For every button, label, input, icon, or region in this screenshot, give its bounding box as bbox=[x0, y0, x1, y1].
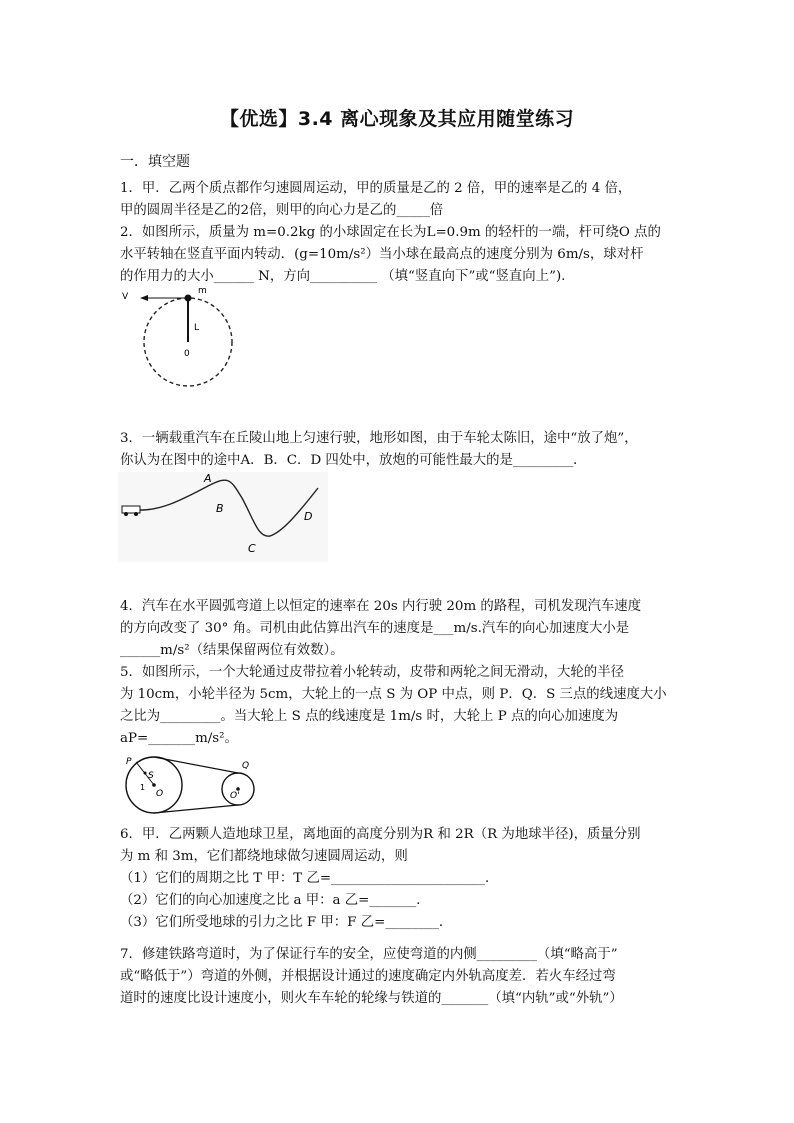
page-title: 【优选】3.4 离心现象及其应用随堂练习 bbox=[219, 108, 575, 130]
label-A: A bbox=[204, 472, 212, 485]
label-B: B bbox=[216, 502, 224, 515]
question-line: 为 10cm，小轮半径为 5cm，大轮上的一点 S 为 OP 中点，则 P．Q．S 三点的线速度大小 bbox=[120, 687, 667, 702]
label-D: D bbox=[304, 510, 313, 523]
question-1 bbox=[120, 178, 695, 222]
belt-bottom bbox=[154, 805, 238, 813]
label-Q: Q bbox=[242, 761, 250, 771]
question-5 bbox=[120, 662, 695, 750]
question-line: 的作用力的大小______ N，方向__________ （填“竖直向下”或“竖直向上”). bbox=[120, 269, 566, 284]
wheel-icon bbox=[124, 512, 128, 516]
hill-road-figure bbox=[118, 472, 328, 562]
label-C: C bbox=[248, 542, 256, 555]
question-3 bbox=[120, 428, 695, 472]
question-line: 4．汽车在水平圆弧弯道上以恒定的速率在 20s 内行驶 20m 的路程，司机发现汽车速度 bbox=[120, 599, 642, 614]
truck-icon bbox=[122, 506, 140, 513]
section-heading: 一．填空题 bbox=[120, 154, 190, 170]
question-line: ______m/s²（结果保留两位有效数）。 bbox=[120, 643, 344, 658]
question-line: （2）它们的向心加速度之比 a 甲：a 乙=_______． bbox=[120, 893, 430, 908]
label-o: 0 bbox=[184, 349, 190, 359]
question-line: 3．一辆载重汽车在丘陵山地上匀速行驶，地形如图，由于车轮太陈旧，途中“放了炮”， bbox=[120, 431, 638, 446]
question-line: 5．如图所示，一个大轮通过皮带拉着小轮转动，皮带和两轮之间无滑动，大轮的半径 bbox=[120, 665, 624, 680]
question-line: 6．甲．乙两颗人造地球卫星，离地面的高度分别为R 和 2R（R 为地球半径)，质量分别 bbox=[120, 827, 641, 842]
question-line: 之比为_________。当大轮上 S 点的线速度是 1m/s 时，大轮上 P 点的向心加速度为 bbox=[120, 709, 619, 724]
question-line: 的方向改变了 30° 角。司机由此估算出汽车的速度是___m/s.汽车的向心加速度大小是 bbox=[120, 621, 630, 636]
question-line: 你认为在图中的途中A．B．C．D 四处中，放炮的可能性最大的是_________． bbox=[120, 453, 587, 468]
wheel-icon bbox=[134, 512, 138, 516]
label-1: 1 bbox=[140, 783, 146, 792]
question-2 bbox=[120, 222, 695, 288]
question-line: 7．修建铁路弯道时，为了保证行车的安全，应使弯道的内侧_________（填“略高于” bbox=[120, 947, 618, 962]
question-line: 道时的速度比设计速度小，则火车车轮的轮缘与铁道的_______（填“内轨”或“外轨”） bbox=[120, 991, 623, 1006]
rod-circle-figure bbox=[118, 284, 248, 394]
arrow-head-icon bbox=[140, 295, 148, 301]
center-O bbox=[152, 783, 156, 787]
question-line: （1）它们的周期之比 T 甲：T 乙=_______________________． bbox=[120, 871, 499, 886]
question-4 bbox=[120, 596, 695, 662]
question-line: 2．如图所示，质量为 m=0.2kg 的小球固定在长为L=0.9m 的轻杆的一端，杆可绕O 点的 bbox=[120, 225, 661, 240]
question-line: 1．甲．乙两个质点都作匀速圆周运动，甲的质量是乙的 2 倍，甲的速率是乙的 4 倍， bbox=[120, 181, 632, 196]
belt-top bbox=[154, 757, 238, 773]
label-P: P bbox=[126, 757, 132, 767]
question-line: 或“略低于”）弯道的外侧，并根据设计通过的速度确定内外轨高度差．若火车经过弯 bbox=[120, 969, 616, 984]
label-L: L bbox=[194, 323, 200, 333]
point-S bbox=[144, 772, 147, 775]
question-line: 水平转轴在竖直平面内转动．(g=10m/s²）当小球在最高点的速度分别为 6m/s，球对杆 bbox=[120, 247, 644, 262]
question-line: 甲的圆周半径是乙的2倍，则甲的向心力是乙的_____倍 bbox=[120, 203, 444, 218]
figure-background bbox=[118, 472, 328, 562]
label-S: S bbox=[148, 771, 154, 781]
label-O2: O' bbox=[230, 791, 240, 801]
label-v: V bbox=[122, 292, 129, 302]
question-6 bbox=[120, 824, 695, 934]
question-line: 为 m 和 3m，它们都绕地球做匀速圆周运动，则 bbox=[120, 849, 408, 864]
belt-pulley-figure bbox=[120, 752, 270, 818]
question-line: aP=_______m/s²。 bbox=[120, 731, 238, 746]
question-7 bbox=[120, 944, 695, 1010]
question-line: （3）它们所受地球的引力之比 F 甲：F 乙=________． bbox=[120, 915, 453, 930]
label-O: O bbox=[156, 789, 164, 799]
label-m: m bbox=[198, 286, 207, 296]
